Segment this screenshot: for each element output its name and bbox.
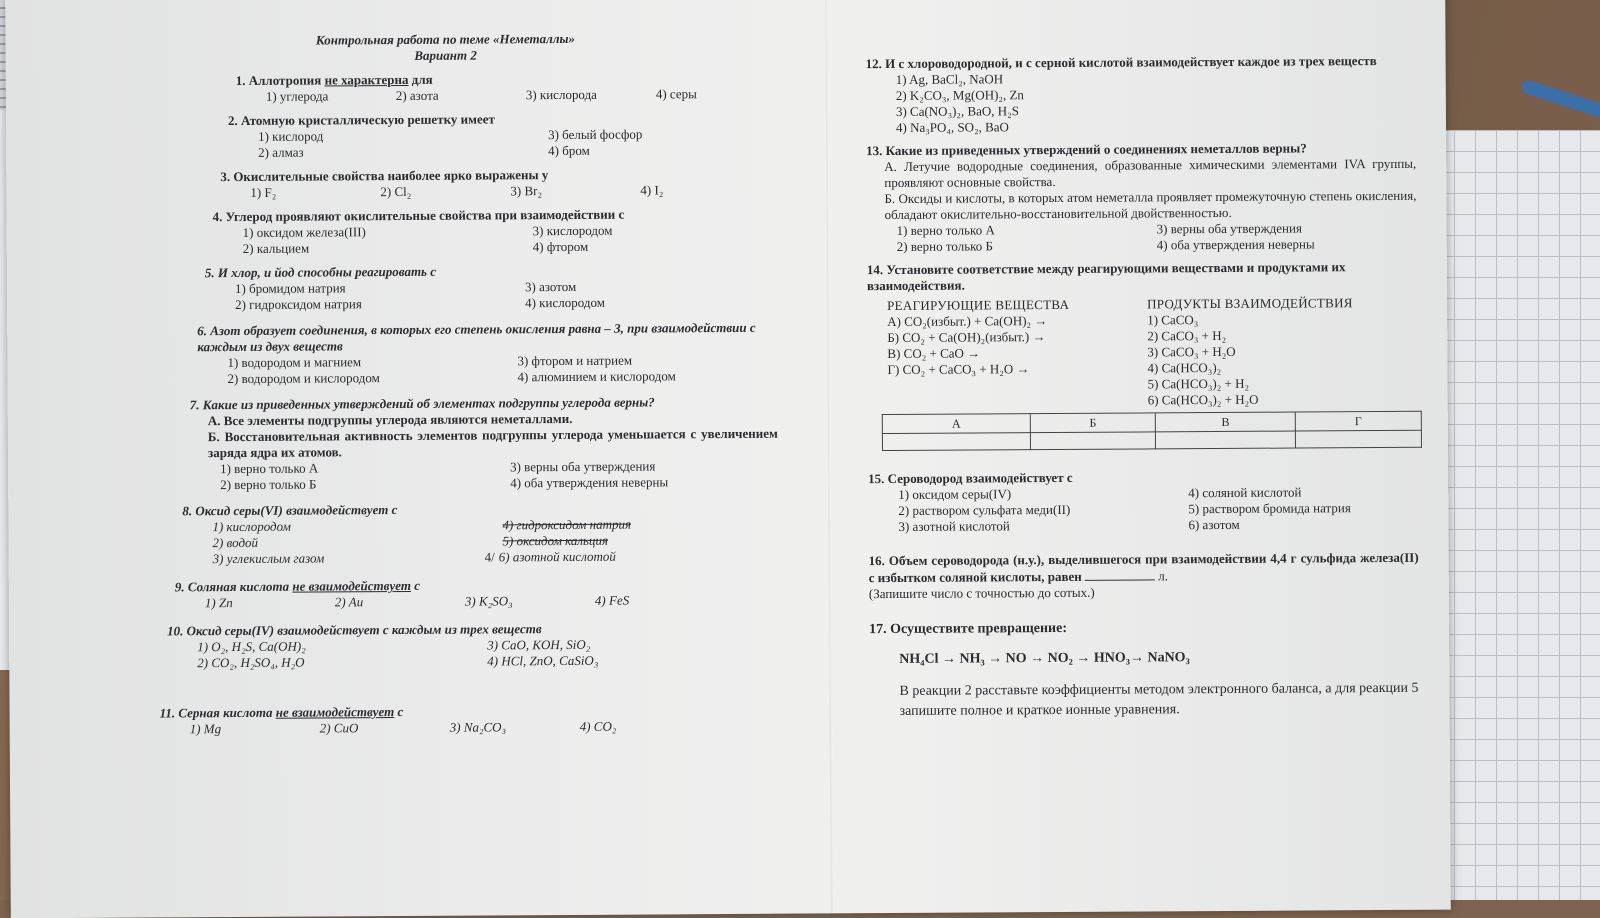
reagent-item: А) CO₂(избыт.) + Ca(OH)₂ → [887, 313, 1048, 330]
question-text: 16. Объем сероводорода (н.у.), выделившегося при взаимодействии 4,4 г сульфида железа(II) с избытком соляной кислоты, равен [868, 549, 1419, 586]
option: 1) оксидом серы(IV) [898, 486, 1012, 502]
option: 2) K₂CO₃, Mg(OH)₂, Zn [895, 87, 1024, 103]
option-with-mark [484, 548, 763, 566]
task-text: В реакции 2 расставьте коэффициенты методом электронного баланса, а для реакции 5 запишите полное и краткое ионные уравнения. [899, 680, 1419, 719]
option: 2) водородом и кислородом [227, 370, 380, 387]
emphasis-text: не характерна [324, 71, 409, 88]
question-part: Окислительные свойства наиболее ярко выражены у [233, 167, 549, 185]
option: 4) Na₃PO₄, SO₂, BaO [895, 119, 1009, 135]
reagent-item: В) CO₂ + CaO → [887, 345, 981, 362]
option: 2) азота [395, 87, 439, 104]
option: 2) гидроксидом натрия [235, 296, 362, 313]
precision-note: (Запишите число с точностью до сотых.) [868, 584, 1095, 602]
statement-b: Б. Оксиды и кислоты, в которых атом неметалла проявляет промежуточную степень окисления, обладают окислительно-восстановительной двойственностью. [884, 187, 1417, 223]
option: 4) бром [548, 142, 590, 159]
question-number: 9. [174, 579, 185, 595]
question-part: Азот образует соединения, в которых его степень окисления равна – 3, при взаимодействии с каждым из двух веществ [197, 319, 756, 355]
option: 2) алмаз [258, 144, 304, 160]
question-text: 15. Сероводород взаимодействует с [868, 469, 1073, 487]
question-part: для [408, 71, 433, 87]
options [220, 458, 778, 493]
options [896, 69, 1416, 136]
reagent-item: Г) CO₂ + CaCO₃ + H₂O → [887, 361, 1030, 378]
option: 2) CuO [319, 720, 359, 736]
product-item: 1) CaCO₃ [1147, 312, 1199, 328]
option: 3) K₂SO₃ [464, 593, 513, 609]
option: 1) кислород [258, 128, 324, 144]
option: 3) Ca(NO₃)₂, BaO, H₂S [895, 103, 1019, 119]
question-part: Какие из приведенных утверждений об элементах подгруппы углерода верны? [202, 394, 655, 413]
reagent-item: Б) CO₂ + Ca(OH)₂(избыт.) → [887, 329, 1046, 346]
unit-label: л. [1158, 568, 1169, 584]
question-number: 5. [204, 265, 215, 281]
product-item: 2) CaCO₃ + H₂ [1147, 327, 1227, 344]
question-14 [867, 259, 1418, 451]
answer-cell[interactable] [882, 433, 1030, 451]
question-5 [205, 262, 777, 313]
option: 4) CO₂ [579, 718, 617, 734]
question-part: с [410, 577, 420, 593]
option: 4) кислородом [525, 294, 605, 311]
answer-header: В [1156, 412, 1296, 432]
option: 1) бромидом натрия [234, 280, 346, 297]
question-number: 6. [197, 323, 208, 339]
option: 4) гидроксидом натрия [502, 516, 632, 533]
option: 3) кислорода [525, 86, 597, 103]
statement-a: А. Летучие водородные соединения, образованные химическими элементами IVA группы, проявляют основные свойства. [884, 155, 1417, 191]
test-sheet [5, 0, 1451, 918]
options [266, 86, 776, 105]
question-number: 4. [212, 209, 223, 225]
question-11 [160, 702, 780, 738]
fold-line [825, 0, 834, 913]
handwritten-mark: 4/ [484, 549, 495, 565]
answer-header: Б [1030, 413, 1155, 433]
option: 4) алюминием и кислородом [517, 368, 676, 385]
options [227, 352, 777, 387]
question-number: 7. [189, 397, 200, 413]
question-number: 2. [227, 112, 238, 129]
option: 3) азотной кислотой [898, 518, 1010, 534]
options [258, 126, 776, 161]
option: 1) Zn [204, 595, 233, 611]
question-8 [182, 500, 778, 568]
options [205, 592, 779, 612]
emphasis-text: не взаимодействует [275, 704, 395, 720]
question-15 [868, 468, 1418, 535]
question-text: 12. И с хлороводородной, и с серной кислотой взаимодействует каждое из трех веществ [865, 53, 1377, 72]
answer-table [882, 411, 1422, 451]
option: 1) оксидом железа(III) [242, 224, 366, 240]
option: 5) раствором бромида натрия [1188, 500, 1351, 517]
product-item: 5) Ca(HCO₃)₂ + H₂ [1147, 375, 1250, 392]
product-item: 4) Ca(HCO₃)₂ [1147, 359, 1222, 376]
option: 2) кальцием [242, 240, 310, 256]
question-10 [167, 620, 779, 672]
question-part: И хлор, и йод способны реагировать с [217, 263, 437, 281]
answer-cell[interactable] [1295, 430, 1421, 448]
reagents-header: РЕАГИРУЮЩИЕ ВЕЩЕСТВА [887, 296, 1070, 314]
left-questions [146, 70, 780, 738]
question-text: 13. Какие из приведенных утверждений о соединениях неметаллов верны? [866, 140, 1307, 159]
option: 1) кислородом [212, 518, 291, 535]
question-6 [197, 320, 777, 388]
option: 6) азотной кислотой [498, 548, 616, 565]
question-9 [175, 576, 779, 612]
statement-b: Б. Восстановительная активность элементов подгруппы углерода уменьшается с увеличением заряда ядра их атомов. [207, 425, 778, 461]
option: 4) FeS [594, 592, 630, 608]
option: 1) O₂, H₂S, Ca(OH)₂ [197, 638, 306, 655]
question-part: с [394, 703, 404, 720]
option: 1) верно только А [896, 222, 995, 238]
product-item: 3) CaCO₃ + H₂O [1147, 343, 1236, 360]
option: 2) верно только Б [896, 238, 994, 254]
question-part: Соляная кислота [187, 578, 293, 595]
option: 3) Br₂ [510, 183, 543, 199]
statement-a: А. Все элементы подгруппы углерода являются неметаллами. [207, 410, 573, 429]
option: 1) углерода [265, 88, 329, 104]
option: 2) верно только Б [220, 476, 317, 493]
option: 2) Cl₂ [380, 183, 412, 200]
question-part: Углерод проявляют окислительные свойства при взаимодействии с [225, 206, 625, 225]
option: 1) F₂ [250, 184, 277, 200]
question-17 [869, 619, 1420, 722]
option: 4) I₂ [640, 182, 664, 198]
question-2 [228, 110, 776, 161]
option: 4) серы [655, 86, 697, 102]
option: 4) соляной кислотой [1188, 484, 1302, 501]
question-part: Аллотропия [248, 72, 325, 88]
option: 2) водой [212, 534, 259, 551]
option: 4) HCl, ZnO, CaSiO₃ [487, 652, 599, 669]
option: 6) азотом [1188, 516, 1240, 533]
question-number: 8. [182, 503, 193, 519]
emphasis-text: не взаимодействует [292, 577, 411, 594]
answer-cell[interactable] [1030, 432, 1155, 450]
question-part: Серная кислота [178, 704, 276, 721]
option: 1) Ag, BaCl₂, NaOH [895, 71, 1004, 87]
question-text: 17. Осуществите превращение: [869, 620, 1068, 638]
product-item: 6) Ca(HCO₃)₂ + H₂O [1147, 391, 1259, 408]
options [235, 278, 777, 313]
option: 1) Mg [189, 721, 222, 737]
question-4 [212, 206, 776, 257]
option: 1) верно только А [220, 460, 319, 477]
question-part: Атомную кристаллическую решетку имеет [240, 111, 495, 128]
option: 3) верны оба утверждения [1156, 220, 1302, 237]
question-number: 10. [167, 623, 184, 639]
question-16 [869, 550, 1419, 602]
option: 4) оба утверждения неверны [510, 474, 669, 491]
matching-columns [887, 295, 1418, 410]
options [897, 220, 1417, 255]
options [898, 484, 1418, 535]
option: 3) кислородом [532, 222, 613, 239]
option: 3) фтором и натрием [517, 352, 633, 369]
option: 1) водородом и магнием [227, 354, 362, 371]
option: 5) оксидом кальция [502, 532, 609, 549]
question-text: 14. Установите соответствие между реагирующими веществами и продуктами их взаимодействия. [866, 259, 1346, 294]
answer-header: А [882, 414, 1030, 434]
question-7 [190, 394, 779, 494]
question-number: 3. [220, 169, 231, 185]
option: 2) раствором сульфата меди(II) [898, 501, 1071, 518]
variant-label: Вариант 2 [414, 47, 477, 63]
reagents-list [887, 312, 1148, 410]
question-text [197, 320, 777, 356]
options [212, 516, 778, 567]
option: 3) Na₂CO₃ [449, 719, 507, 735]
options [243, 222, 777, 257]
option: 3) азотом [524, 278, 577, 295]
question-1 [236, 70, 776, 105]
option: 3) CaO, KOH, SiO₂ [487, 636, 591, 653]
question-part: Оксид серы(VI) взаимодействует с [195, 502, 398, 519]
question-number: 11. [159, 705, 176, 721]
answer-blank[interactable] [1085, 567, 1155, 580]
options [197, 636, 779, 672]
question-number: 1. [235, 72, 246, 89]
option: 4) фтором [532, 238, 589, 255]
question-12 [866, 53, 1416, 136]
option: 4) оба утверждения неверны [1156, 236, 1315, 253]
products-list [1147, 311, 1408, 409]
option: 3) белый фосфор [547, 126, 643, 143]
right-column [866, 46, 1420, 722]
left-column [145, 30, 779, 738]
question-part: Оксид серы(IV) взаимодействует с каждым из трех веществ [186, 621, 542, 639]
answer-header: Г [1295, 411, 1421, 431]
option: 3) углекислым газом [212, 550, 325, 567]
question-13 [866, 140, 1417, 255]
option: 2) Au [334, 594, 364, 610]
page-title: Контрольная работа по теме «Неметаллы» [315, 30, 576, 48]
options [250, 182, 776, 201]
option: 3) верны оба утверждения [510, 458, 656, 475]
option: 2) CO₂, H₂SO₄, H₂O [197, 654, 305, 671]
question-3 [220, 166, 776, 201]
reaction-chain: NH₄Cl → NH₃ → NO → NO₂ → HNO₃→ NaNO₃ [899, 650, 1190, 667]
answer-cell[interactable] [1156, 431, 1296, 449]
products-header: ПРОДУКТЫ ВЗАИМОДЕЙСТВИЯ [1147, 295, 1353, 312]
options [190, 718, 780, 738]
